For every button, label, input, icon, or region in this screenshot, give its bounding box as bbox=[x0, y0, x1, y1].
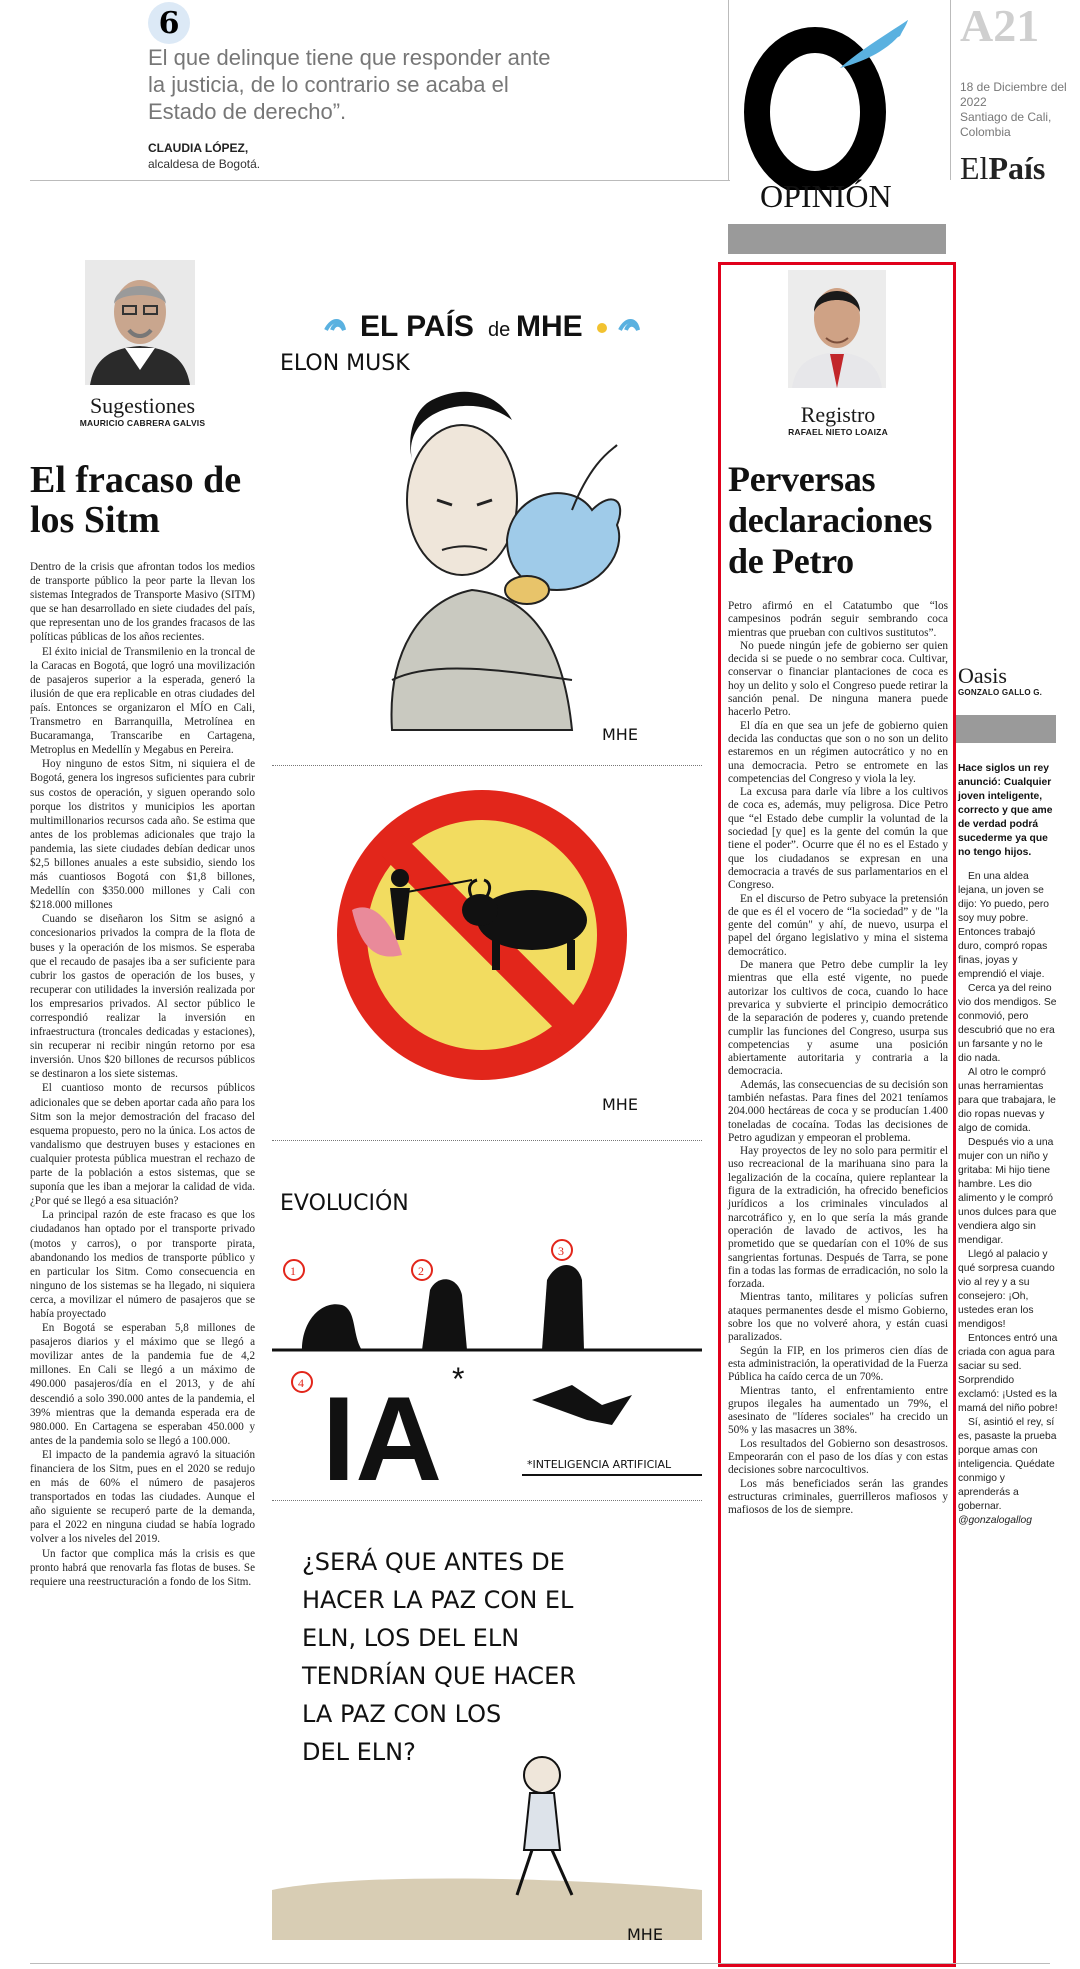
cartoon-eln bbox=[272, 1510, 702, 1960]
paragraph: Entonces entró una criada con agua para saciar su sed. Sorprendido exclamó: ¡Usted es la mamá del niño pobre! bbox=[958, 1333, 1058, 1414]
pull-quote: El que delinque tiene que responder ante la justicia, de lo contrario se acaba el Estado de derecho”. bbox=[148, 45, 551, 124]
paragraph: Petro afirmó en el Catatumbo que “los campesinos podrán seguir sembrando coca mientras que prueban con cultivos sustitutos”. bbox=[728, 600, 948, 639]
paragraph: Mientras tanto, militares y policías sufren ataques permanentes desde el mismo Gobierno, sobre los que no volveré ahora, y están cuasi paralizados. bbox=[728, 1291, 948, 1344]
paragraph: La principal razón de este fracaso es que los ciudadanos han optado por el transporte privado (motos y carros), o por transporte pirata, abandonando los medios de transporte público y en particular los Sitm. Como consecuencia en ninguno de los sistemas se ha llegado, ni siquiera cerca, a movilizar el número de pasajeros que se había proyectado bbox=[30, 1209, 255, 1320]
cartoon-caption: ELON MUSK bbox=[280, 351, 410, 376]
page-bottom-rule bbox=[30, 1963, 1050, 1964]
cartoon-divider bbox=[272, 1140, 702, 1141]
step-number: 3 bbox=[558, 1244, 564, 1258]
paragraph: El cuantioso monto de recursos públicos adicionales que se deben aportar cada año para los Sitm son la mejor demostración del fracaso del esquema propuesto, pero no la única. Los actos de vandalismo que destruyen buses y estaciones en cualquier protesta pública muestran el rechazo de parte de la población a estos sistemas, que se suponía que les iban a mejorar la calidad de vida. ¿Por qué se llegó a esa situación? bbox=[30, 1082, 255, 1208]
cartoon-signature: MHE bbox=[627, 1925, 663, 1944]
article-headline: El fracaso de los Sitm bbox=[30, 459, 242, 541]
speech-line: ELN, LOS DEL ELN bbox=[302, 1624, 520, 1652]
column-name: Oasis bbox=[958, 663, 1007, 688]
header-rule bbox=[30, 180, 730, 181]
page-header bbox=[0, 0, 1080, 214]
cartoon-divider bbox=[272, 765, 702, 766]
article-body bbox=[728, 600, 948, 1517]
paragraph: Según la FIP, en los primeros cien días de esta administración, la operatividad de la Fuerza Pública ha caído cerca de un 70%. bbox=[728, 1344, 948, 1384]
main-article bbox=[728, 270, 948, 1517]
step-number: 4 bbox=[298, 1376, 304, 1390]
cartoon-divider bbox=[272, 1500, 702, 1501]
author-name: MAURICIO CABRERA GALVIS bbox=[79, 418, 206, 428]
paragraph: Un factor que complica más la crisis es que pronto habrá que renovarla fas flotas de buses. Se requiere una reestructuración a fondo de los Sitm. bbox=[30, 1547, 255, 1588]
paragraph: No puede ningún jefe de gobierno ser quien decida si se puede o no sembrar coca. Cultivar, conservar o financiar plantaciones de coca es hoy un delito y solo el Congreso puede retirar la sanción penal. De ninguna manera puede hacerlo Petro. bbox=[728, 639, 948, 719]
author-portrait bbox=[85, 260, 195, 385]
page-number: A21 bbox=[960, 0, 1040, 51]
paragraph: El éxito inicial de Transmilenio en la troncal de la Caracas en Bogotá, que logró una movilización de pasajeros superior a la esperada, generó la ilusión de que era replicable en otras ciudades del país. Entonces se organizaron el MÍO en Cali, Transmetro en Barranquilla, Metrolínea en Bucaramanga, Transcaribe en Cartagena, Metroplus en Medellín y Megabus en Pereira. bbox=[30, 645, 255, 757]
cartoon-logo-mid: de bbox=[488, 319, 511, 341]
paragraph: Sí, asintió el rey, sí es, pasaste la prueba porque amas con inteligencia. Quédate conmigo y aprenderás a gobernar. bbox=[958, 1417, 1057, 1512]
author-portrait bbox=[788, 270, 886, 388]
cartoon-evolucion bbox=[272, 1150, 702, 1490]
column-name: Registro bbox=[800, 402, 876, 427]
author-handle: @gonzalogallog bbox=[958, 1515, 1033, 1526]
cartoon-footnote: *INTELIGENCIA ARTIFICIAL bbox=[527, 1458, 672, 1471]
brand-name: País bbox=[988, 150, 1046, 186]
cartoon-logo-right: MHE bbox=[516, 310, 583, 343]
cartoon-section-logo bbox=[320, 300, 650, 348]
cartoon-logo-left: EL PAÍS bbox=[360, 310, 474, 343]
edition-location: Santiago de Cali, Colombia bbox=[960, 110, 1052, 139]
paragraph: En una aldea lejana, un joven se dijo: Yo puedo, pero soy muy pobre. Entonces trabajó duro, compró ropas finas, joyas y emprendió el viaje. bbox=[958, 871, 1050, 980]
article-headline: Perversas declaraciones de Petro bbox=[728, 459, 933, 581]
cartoon-no-bullfighting bbox=[272, 780, 702, 1130]
section-band bbox=[728, 224, 946, 254]
header-divider-right bbox=[950, 0, 951, 180]
cartoon-signature: MHE bbox=[602, 1095, 638, 1114]
column-name: Sugestiones bbox=[89, 393, 196, 418]
paragraph: Además, las consecuencias de su decisión son también nefastas. Para fines del 2021 teníamos 204.000 hectáreas de coca y se producían 1.400 toneladas de cocaína. Todas las decisiones de Petro agudizan y empeoran el problema. bbox=[728, 1078, 948, 1144]
right-article-header bbox=[956, 660, 1080, 698]
cartoon-caption: EVOLUCIÓN bbox=[280, 1191, 409, 1216]
step-number: 1 bbox=[290, 1264, 296, 1278]
paragraph: El impacto de la pandemia agravó la situación financiera de los Sitm, pues en el 2020 se redujo en más de 60% el número de pasajeros transportados en todas las ciudades. Aunque el año siguiente se recuperó parte de la demanda, para el 2022 en ninguna ciudad se había logrado volver a los niveles del 2019. bbox=[30, 1448, 255, 1546]
left-article bbox=[30, 260, 255, 1589]
author-name: GONZALO GALLO G. bbox=[958, 688, 1043, 697]
header-divider bbox=[728, 0, 729, 180]
edition-info bbox=[960, 80, 1070, 140]
ia-asterisk: * bbox=[452, 1361, 465, 1397]
brand-prefix: El bbox=[960, 150, 989, 186]
edition-date: 18 de Diciembre del 2022 bbox=[960, 80, 1067, 109]
speech-line: LA PAZ CON LOS bbox=[302, 1700, 502, 1728]
paragraph: En Bogotá se esperaban 5,8 millones de pasajeros diarios y el máximo que se llegó a movilizar antes de la pandemia fue de 4,2 millones. En Cali se llegó a un máximo de 490.000 pasajeros/día en el 2013, y de ahí descendió a solo 390.000 antes de la pandemia, el 39% mientras que la demanda esperada era de 980.000. En Cartagena se esperaban 450.000 y antes de la pandemia solo se llegó a 100.000. bbox=[30, 1322, 255, 1447]
quote-author: CLAUDIA LÓPEZ, bbox=[148, 141, 249, 155]
paragraph: Mientras tanto, el enfrentamiento entre grupos ilegales ha aumentado un 79%, el asesinato de "líderes sociales" ha crecido un 50% y las masacres un 38%. bbox=[728, 1384, 948, 1437]
paragraph: Hoy ninguno de estos Sitm, ni siquiera el de Bogotá, genera los ingresos suficientes para cubrir sus costos de operación, y siguen operando solo porque los distritos y municipios les aportan multimillonarios recursos cada año. Se estima que antes de los problemas adicionales que trajo la pandemia, las siete ciudades debían dedicar unos $2,5 billones anuales a este subsidio, siendo los más cuantiosos Bogotá con $1,8 billones, Medellín con $350.000 millones y Cali con $218.000 millones bbox=[30, 758, 255, 912]
cartoon-illustration bbox=[272, 1150, 702, 1490]
speech-line: ¿SERÁ QUE ANTES DE bbox=[302, 1548, 565, 1576]
speech-line: DEL ELN? bbox=[302, 1738, 416, 1766]
article-lead: Hace siglos un rey anunció: Cualquier joven inteligente, correcto y que ame de verdad podrá sucederme ya que no tengo hijos. bbox=[958, 763, 1053, 858]
paragraph: En el discurso de Petro subyace la pretensión de que es él el vocero de “la sociedad” y de "la gente del común" y ahí, de nuevo, usurpa el papel del órgano legislativo y mina el sistema democrático. bbox=[728, 892, 948, 958]
section-title: OPINIÓN bbox=[760, 178, 892, 214]
speech-line: TENDRÍAN QUE HACER bbox=[302, 1662, 576, 1690]
paragraph: Llegó al palacio y qué sorpresa cuando vio al rey y a su consejero: ¡Oh, ustedes eran los mendigos! bbox=[958, 1249, 1055, 1330]
section-band bbox=[956, 715, 1056, 743]
paragraph: Dentro de la crisis que afrontan todos los medios de transporte público la peor parte la llevan los sistemas Integrados de Transporte Masivo (SITM) que se han desarrollado en siete ciudades del país, que representan uno de los grandes fracasos de las políticas públicas de los años recientes. bbox=[30, 561, 255, 644]
cartoon-illustration bbox=[272, 350, 702, 750]
paragraph: Los resultados del Gobierno son desastrosos. Empeorarán con el paso de los días y con estas decisiones sobre narcocultivos. bbox=[728, 1437, 948, 1477]
speech-line: HACER LA PAZ CON EL bbox=[302, 1586, 574, 1614]
cartoon-illustration bbox=[272, 780, 702, 1130]
opinion-logo-icon bbox=[740, 20, 920, 190]
cartoon-elon-musk bbox=[272, 350, 702, 750]
paragraph: Cerca ya del reino vio dos mendigos. Se conmovió, pero descubrió que no era un farsante y no le dio nada. bbox=[958, 983, 1057, 1064]
quote-mark-icon: 6 bbox=[148, 2, 190, 44]
paragraph: Cuando se diseñaron los Sitm se asignó a concesionarios privados la compra de la flota de buses y la operación de los mismos. Se esperaba que el recaudo de pasajes iba a ser suficiente para cubrir los gastos de operación de los buses, y recuperar con utilidades la inversión realizada por los empresarios privados. Al sector público le correspondió realizar la inversión en infraestructura (troncales dedicadas y estaciones), sin recuperar ni recibir ningún retorno por esa inversión. Unos $20 billones de recursos públicos se destinaron a los siete sistemas. bbox=[30, 913, 255, 1081]
author-name: RAFAEL NIETO LOAIZA bbox=[788, 427, 888, 437]
newspaper-brand bbox=[960, 150, 1045, 186]
cartoon-illustration bbox=[272, 1510, 702, 1960]
cartoon-signature: MHE bbox=[602, 725, 638, 744]
quote-author-role: alcaldesa de Bogotá. bbox=[148, 157, 261, 171]
article-body bbox=[30, 560, 255, 1589]
ia-letters: IA bbox=[322, 1372, 442, 1490]
paragraph: Al otro le compró unas herramientas para que trabajara, le dio ropas nuevas y algo de comida. bbox=[958, 1067, 1056, 1134]
paragraph: Los más beneficiados serán las grandes estructuras criminales, guerrilleros mafiosos y mafiosos de los de siempre. bbox=[728, 1477, 948, 1517]
article-body bbox=[958, 870, 1058, 1528]
paragraph: Hay proyectos de ley no solo para permitir el uso recreacional de la marihuana sino para la legalización de la cocaína, quiere replantear la figura de la extradición, ha ofrecido beneficios jurídicos a los criminales vinculados al narcotráfico y, en lo que sería la más grande operación de lavado de activos, les ha prometido que se quedarían con el 10% de sus sangrientas fortunas. Después de Tarra, se pone fin a todas las formas de erradicación, no solo la forzada. bbox=[728, 1145, 948, 1291]
paragraph: La excusa para darle vía libre a los cultivos de coca es, además, muy peligrosa. Dice Petro que “el Estado debe cumplir la voluntad de la sociedad [y que] es la gente del común la que tiene el poder”. Ocurre que él no es el Estado y que los ciudadanos se expresan en una democracia a través de sus parlamentarios en el Congreso. bbox=[728, 786, 948, 892]
paragraph: De manera que Petro debe cumplir la ley mientras que ella esté vigente, no puede autorizar los cultivos de coca, cuando lo hace prevarica y subvierte el principio democrático de la separación de poderes y, cuando pretende cumplir las funciones del Congreso, usurpa sus competencias y asume una posición abiertamente autoritaria y contraria a la democracia. bbox=[728, 959, 948, 1078]
step-number: 2 bbox=[418, 1264, 424, 1278]
paragraph: El día en que sea un jefe de gobierno quien decida las conductas que son o no son un delito estaremos en un régimen autocrático y no en una democracia. Petro se entromete en las competencias del Congreso y viola la ley. bbox=[728, 719, 948, 785]
paragraph: Después vio a una mujer con un niño y gritaba: Mi hijo tiene hambre. Les dio alimento y le compró unos dulces para que vendiera algo sin mendigar. bbox=[958, 1137, 1057, 1246]
